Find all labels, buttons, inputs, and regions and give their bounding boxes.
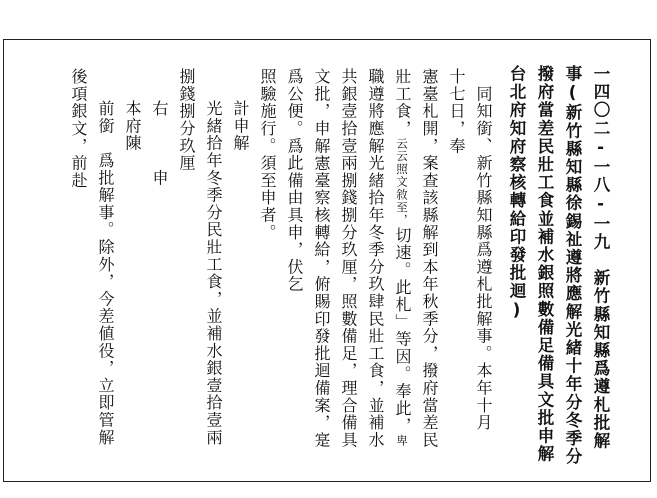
body-line-2: 十七日，奉 [447, 68, 466, 155]
body-line-1: 同知銜、新竹縣知縣爲遵札批解事。本年十月 [474, 68, 493, 432]
heading-line-2: 事(新竹縣知縣徐錫祉遵將應解光緒十年分冬季分 [563, 65, 582, 466]
body-line-9: 照驗施行。須至申者。 [258, 68, 277, 241]
heading-line-3: 撥府當差民壯工食並補水銀照數備足備具文批申解 [535, 65, 554, 464]
body-line-4-tail: 卑 [395, 434, 409, 448]
body-line-10: 計申解 [231, 100, 250, 152]
body-line-15: 前銜 爲批解事。除外，今差値役，立即管解 [96, 100, 115, 446]
heading-line-1: 一四〇二-一八-一九 新竹縣知縣爲遵札批解 [591, 65, 610, 451]
body-line-11: 光緒拾年冬季分民壯工食，並補水銀壹拾壹兩 [204, 100, 223, 446]
body-line-6: 共銀壹拾壹兩捌錢捌分玖厘，照數備足，理合備具 [339, 68, 358, 449]
body-line-4-cont: 切速。此札」等因。奉此， [393, 226, 412, 435]
body-line-4-note: 云云照文敘至， [395, 137, 409, 227]
body-line-3 [418, 68, 440, 449]
body-line-7: 文批，申解憲臺察核轉給，俯賜印發批迴備案，寔 [312, 68, 331, 449]
body-line-5: 職遵將應解光緒拾年冬季分玖肆民壯工食，並補水 [366, 68, 385, 449]
body-line-4 [391, 68, 413, 447]
heading-line-4: 台北府知府察核轉給印發批迴) [507, 65, 526, 321]
body-line-14: 本府陳 [123, 100, 142, 152]
body-line-4-text: 壯工食， [393, 68, 412, 138]
body-line-3-text: 憲臺札開，案查該縣解到本年秋季分，撥府當差民 [420, 68, 439, 449]
body-line-8: 爲公便。爲此備由具申，伏乞 [285, 68, 304, 293]
body-line-13: 右 申 [150, 100, 169, 187]
body-line-12: 捌錢捌分玖厘 [177, 68, 196, 172]
body-line-16: 後項銀文，前赴 [69, 68, 88, 190]
